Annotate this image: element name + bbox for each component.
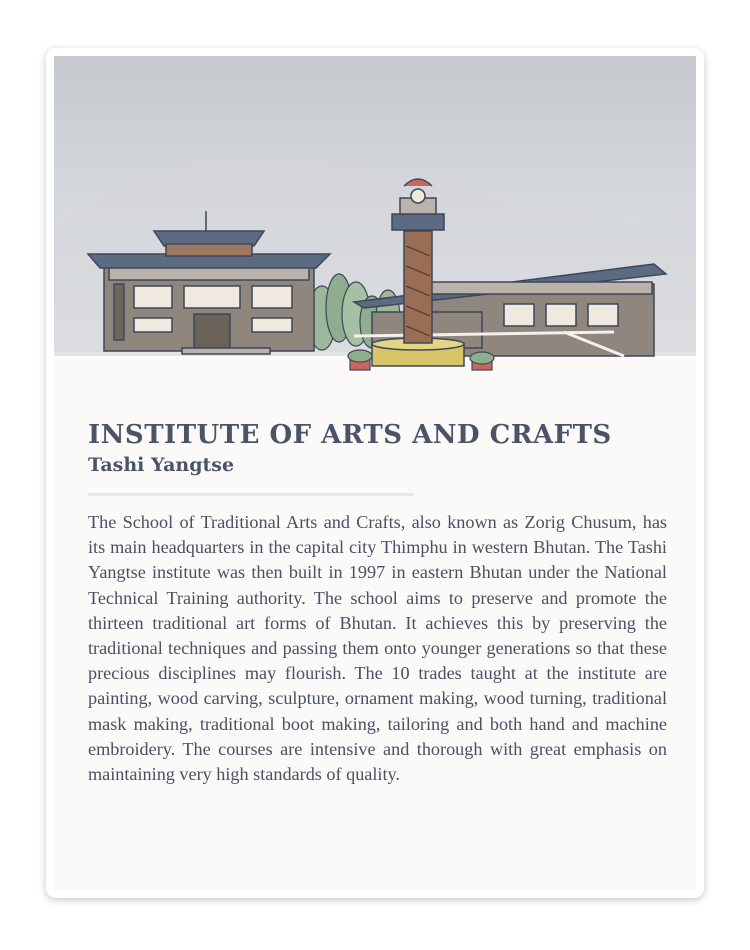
page-subtitle: Tashi Yangtse <box>88 454 235 476</box>
description-paragraph: The School of Traditional Arts and Crafts, also known as Zorig Chusum, has its main headquarters in the capital city Thimphu in western Bhutan. The Tashi Yangtse institute was then built in 1997 in eastern Bhutan under the National Technical Training authority. The school aims to preserve and promote the thirteen traditional art forms of Bhutan. It achieves this by preserving the traditional techniques and passing them onto younger generations so that these precious disciplines may flourish. The 10 trades taught at the institute are painting, wood carving, sculpture, ornament making, wood turning, traditional mask making, traditional boot making, tailoring and both hand and machine embroidery. The courses are intensive and thorough with great emphasis on maintaining very high standards of quality. <box>88 512 667 785</box>
title-divider <box>88 493 414 496</box>
institute-building-illustration <box>54 56 696 386</box>
page-title: INSTITUTE OF ARTS AND CRAFTS <box>88 420 612 450</box>
institute-card <box>46 48 704 898</box>
card-inner <box>54 56 696 890</box>
